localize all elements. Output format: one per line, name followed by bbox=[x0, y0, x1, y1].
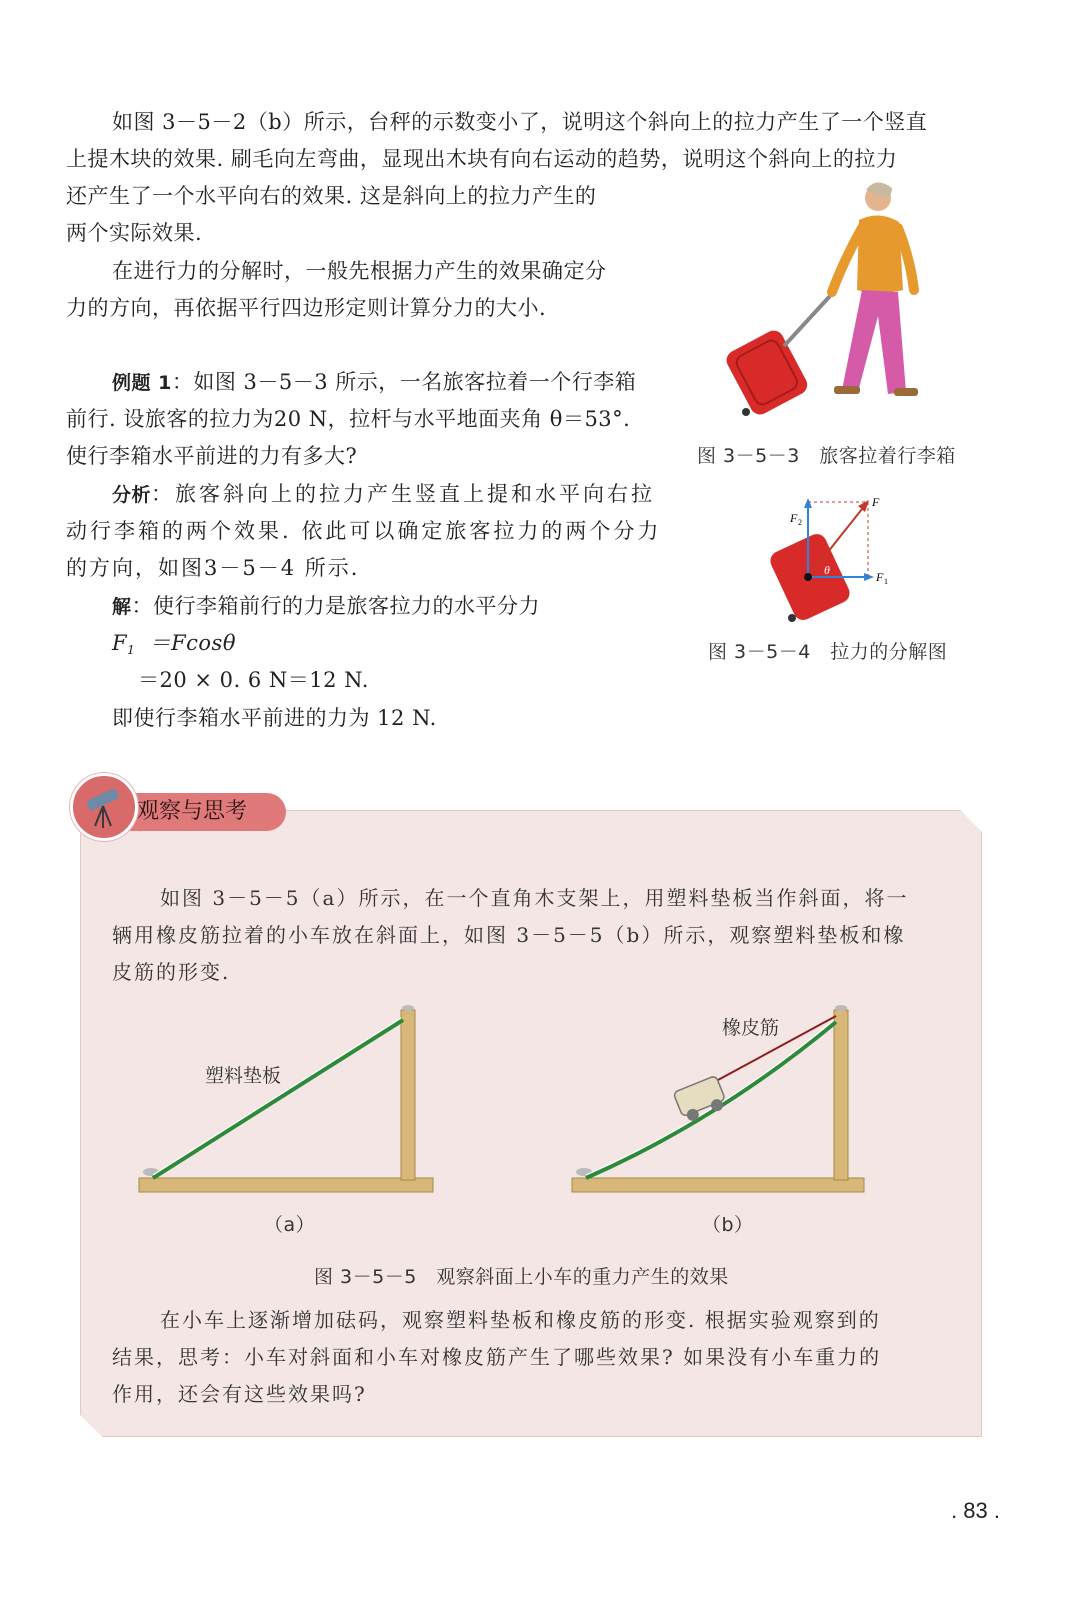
eq1-lhs: F bbox=[112, 631, 128, 655]
analysis-line-2: 动行李箱的两个效果. 依此可以确定旅客拉力的两个分力 bbox=[66, 519, 662, 543]
label-F: F bbox=[872, 495, 880, 509]
example-line-2: 前行. 设旅客的拉力为20 N，拉杆与水平地面夹角 θ＝53°. bbox=[66, 407, 631, 431]
example-label: 例题 1 bbox=[112, 372, 172, 394]
intro-line-5: 在进行力的分解时，一般先根据力产生的效果确定分 bbox=[112, 259, 607, 283]
analysis-label: 分析 bbox=[112, 484, 152, 506]
traveler-illustration bbox=[832, 182, 918, 396]
label-F1: F bbox=[876, 570, 884, 584]
page-number: . 83 . bbox=[951, 1498, 1000, 1523]
plastic-board bbox=[153, 1020, 403, 1178]
intro-line-6: 力的方向，再依据平行四边形定则计算分力的大小. bbox=[66, 296, 547, 320]
analysis-line-1 bbox=[112, 476, 655, 514]
example-line-1-text: ：如图 3－5－3 所示，一名旅客拉着一个行李箱 bbox=[171, 370, 637, 394]
solution-label: 解 bbox=[112, 596, 132, 618]
analysis-line-3: 的方向，如图3－5－4 所示. bbox=[66, 556, 360, 580]
label-F2: F bbox=[790, 511, 798, 525]
example-line-1 bbox=[112, 364, 636, 402]
label-theta: θ bbox=[824, 563, 830, 577]
equation-2: ＝20 × 0. 6 N＝12 N. bbox=[138, 668, 369, 692]
subfigure-a-label: （a） bbox=[264, 1214, 316, 1236]
subfigure-b-label: （b） bbox=[702, 1214, 754, 1236]
figure-3-5-3-caption: 图 3－5－3 旅客拉着行李箱 bbox=[697, 445, 956, 467]
intro-line-4: 两个实际效果. bbox=[66, 221, 203, 245]
label-plastic-board: 塑料垫板 bbox=[205, 1065, 282, 1087]
figure-3-5-5-caption: 图 3－5－5 观察斜面上小车的重力产生的效果 bbox=[314, 1266, 729, 1288]
observe-p1-line-3: 皮筋的形变. bbox=[112, 960, 231, 984]
observe-think-title: 观察与思考 bbox=[137, 799, 248, 824]
telescope-icon bbox=[70, 773, 138, 841]
figure-3-5-5a bbox=[135, 1000, 435, 1200]
observe-p1-line-1: 如图 3－5－5（a）所示，在一个直角木支架上，用塑料垫板当作斜面，将一 bbox=[160, 886, 909, 910]
intro-line-1: 如图 3－5－2（b）所示，台秤的示数变小了，说明这个斜向上的拉力产生了一个竖直 bbox=[112, 110, 928, 134]
eq1-rhs: ＝Fcosθ bbox=[149, 631, 236, 655]
observe-p2-line-2: 结果，思考：小车对斜面和小车对橡皮筋产生了哪些效果? 如果没有小车重力的 bbox=[112, 1345, 882, 1369]
conclusion: 即使行李箱水平前进的力为 12 N. bbox=[112, 706, 437, 730]
wood-base bbox=[139, 1178, 433, 1192]
wood-post bbox=[401, 1010, 415, 1180]
f2-arrowhead bbox=[804, 498, 812, 508]
f1-arrowhead bbox=[864, 573, 874, 581]
observe-p2-line-3: 作用，还会有这些效果吗? bbox=[112, 1382, 367, 1406]
figure-traveler-suitcase bbox=[726, 178, 956, 418]
observe-p1-line-2: 辆用橡皮筋拉着的小车放在斜面上，如图 3－5－5（b）所示，观察塑料垫板和橡 bbox=[112, 923, 906, 947]
label-rubber-band: 橡皮筋 bbox=[722, 1017, 780, 1039]
solution-line-1 bbox=[112, 588, 540, 626]
wood-base-b bbox=[572, 1178, 864, 1192]
screw-icon bbox=[402, 1005, 414, 1011]
solution-line-1-text: ：使行李箱前行的力是旅客拉力的水平分力 bbox=[131, 594, 541, 618]
figure-3-5-5b bbox=[568, 1000, 868, 1200]
example-line-3: 使行李箱水平前进的力有多大? bbox=[66, 444, 358, 468]
label-F1-sub: 1 bbox=[884, 577, 888, 586]
intro-line-2: 上提木块的效果. 刷毛向左弯曲，显现出木块有向右运动的趋势，说明这个斜向上的拉力 bbox=[66, 147, 898, 171]
intro-line-3: 还产生了一个水平向右的效果. 这是斜向上的拉力产生的 bbox=[66, 184, 597, 208]
figure-3-5-4-caption: 图 3－5－4 拉力的分解图 bbox=[708, 641, 948, 663]
analysis-line-1-text: ：旅客斜向上的拉力产生竖直上提和水平向右拉 bbox=[151, 482, 656, 506]
eq1-sub: 1 bbox=[127, 643, 136, 657]
suitcase-illustration bbox=[726, 296, 830, 418]
observe-p2-line-1: 在小车上逐渐增加砝码，观察塑料垫板和橡皮筋的形变. 根据实验观察到的 bbox=[160, 1308, 881, 1332]
label-F2-sub: 2 bbox=[798, 518, 802, 527]
figure-force-decomposition bbox=[770, 490, 910, 630]
wood-post-b bbox=[834, 1010, 848, 1180]
